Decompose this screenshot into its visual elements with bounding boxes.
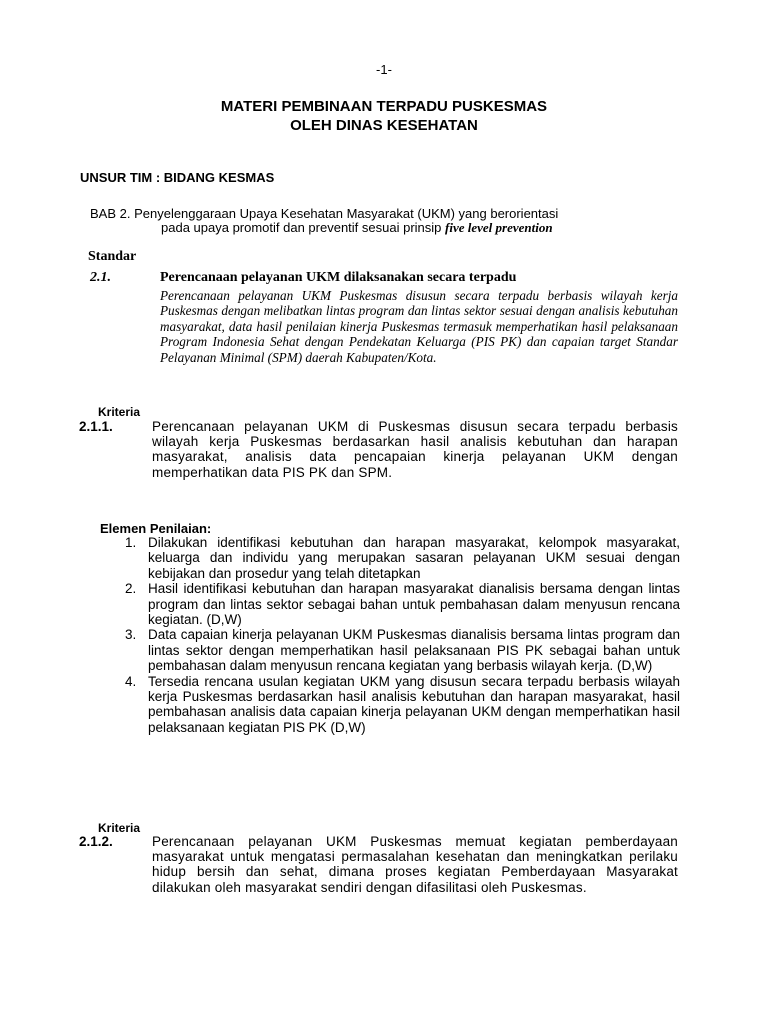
elemen-penilaian-list — [120, 535, 680, 735]
title-line-1: MATERI PEMBINAAN TERPADU PUSKESMAS — [220, 98, 548, 115]
kriteria-text-1: Perencanaan pelayanan UKM di Puskesmas disusun secara terpadu berbasis wilayah kerja Puskesmas berdasarkan hasil analisis kebutuhan dan harapan masyarakat, analisis data pencapaian kinerja pelayanan UKM dengan memperhatikan data PIS PK dan SPM. — [152, 419, 678, 480]
list-item-number: 1. — [125, 535, 137, 550]
list-item — [120, 535, 680, 581]
unsur-tim-heading: UNSUR TIM : BIDANG KESMAS — [80, 170, 275, 185]
bab-line-2-text: pada upaya promotif dan preventif sesuai prinsip — [161, 220, 446, 235]
bab-line-1: BAB 2. Penyelenggaraan Upaya Kesehatan Masyarakat (UKM) yang berorientasi — [90, 206, 559, 221]
kriteria-number-2: 2.1.2. — [79, 834, 113, 849]
list-item-number: 2. — [125, 581, 137, 597]
list-item-number: 3. — [125, 627, 137, 643]
page-number: -1- — [376, 62, 392, 77]
list-item-text: Data capaian kinerja pelayanan UKM Puskesmas dianalisis bersama lintas program dan lintas sektor dengan memperhatikan hasil pelaksanaan PIS PK sebagai bahan untuk pembahasan dalam menyusun rencana kegiatan yang berbasis wilayah kerja. (D,W) — [148, 627, 680, 674]
standar-title: Perencanaan pelayanan UKM dilaksanakan secara terpadu — [160, 270, 517, 285]
list-item — [120, 581, 680, 627]
kriteria-text-2: Perencanaan pelayanan UKM Puskesmas memuat kegiatan pemberdayaan masyarakat untuk mengatasi permasalahan kesehatan dan meningkatkan perilaku hidup bersih dan sehat, dimana proses kegiatan Pemberdayaan Masyarakat dilakukan oleh masyarakat sendiri dengan difasilitasi oleh Puskesmas. — [152, 834, 678, 895]
kriteria-label-2: Kriteria — [98, 821, 141, 835]
list-item-text: Tersedia rencana usulan kegiatan UKM yang disusun secara terpadu berbasis wilayah kerja Puskesmas berdasarkan hasil analisis kebutuhan dan harapan masyarakat, hasil pembahasan analisis data capaian kinerja pelayanan UKM dengan memperhatikan hasil pelaksanaan kegiatan PIS PK (D,W) — [148, 673, 680, 735]
bab-line-2-italic: five level prevention — [445, 220, 553, 235]
list-item-text: Dilakukan identifikasi kebutuhan dan harapan masyarakat, kelompok masyarakat, keluarga dan individu yang merupakan sasaran pelayanan UKM sesuai dengan kebijakan dan prosedur yang telah ditetapkan — [148, 535, 680, 581]
list-item — [120, 674, 680, 736]
kriteria-number-1: 2.1.1. — [79, 419, 113, 434]
list-item-number: 4. — [125, 673, 137, 689]
standar-description: Perencanaan pelayanan UKM Puskesmas disusun secara terpadu berbasis wilayah kerja Puskesmas dengan melibatkan lintas program dan lintas sektor sesuai dengan analisis kebutuhan masyarakat, data hasil penilaian kinerja Puskesmas termasuk memperhatikan hasil pelaksanaan Program Indonesia Sehat dengan Pendekatan Keluarga (PIS PK) dan capaian target Standar Pelayanan Minimal (SPM) daerah Kabupaten/Kota. — [160, 288, 678, 365]
standar-label: Standar — [88, 249, 137, 264]
bab-heading — [90, 207, 680, 235]
bab-line-2 — [90, 221, 680, 235]
standar-number: 2.1. — [90, 270, 111, 285]
list-item-text: Hasil identifikasi kebutuhan dan harapan masyarakat dianalisis bersama dengan lintas program dan lintas sektor sebagai bahan untuk pembahasan dalam menyusun rencana kegiatan. (D,W) — [148, 581, 680, 628]
list-item — [120, 627, 680, 673]
elemen-penilaian-label: Elemen Penilaian: — [100, 521, 212, 536]
title-line-2: OLEH DINAS KESEHATAN — [290, 117, 478, 134]
kriteria-label-1: Kriteria — [98, 405, 141, 419]
